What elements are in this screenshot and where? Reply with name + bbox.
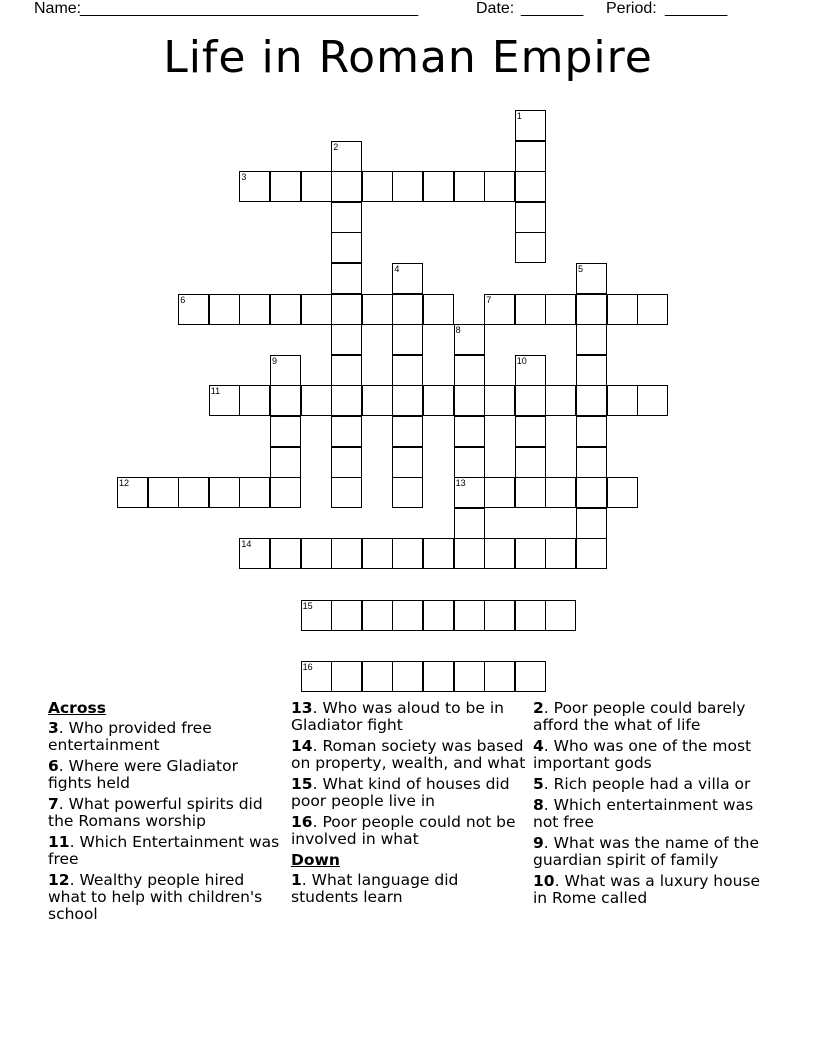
grid-cell[interactable] <box>209 477 240 508</box>
grid-cell[interactable] <box>454 171 485 202</box>
clue-number: 11 <box>210 386 221 397</box>
date-blank[interactable]: _______ <box>521 0 584 17</box>
grid-cell[interactable] <box>301 294 332 325</box>
grid-cell[interactable] <box>331 294 362 325</box>
grid-cell[interactable] <box>392 324 423 355</box>
grid-cell[interactable] <box>331 232 362 263</box>
grid-cell[interactable] <box>454 538 485 569</box>
clue-number: 2 <box>333 141 339 152</box>
grid-cell[interactable] <box>545 477 576 508</box>
grid-cell[interactable] <box>423 600 454 631</box>
grid-cell[interactable] <box>270 355 301 386</box>
grid-cell[interactable] <box>454 447 485 478</box>
clue-number: 14 <box>291 737 313 755</box>
grid-cell[interactable] <box>515 171 546 202</box>
grid-cell[interactable] <box>148 477 179 508</box>
grid-cell[interactable] <box>362 171 393 202</box>
grid-cell[interactable] <box>392 294 423 325</box>
clue-text: Poor people could not be involved in what <box>291 813 516 848</box>
grid-cell[interactable] <box>515 538 546 569</box>
grid-cell[interactable] <box>576 508 607 539</box>
clue-item: 3. Who provided free entertainment <box>48 719 212 754</box>
grid-cell[interactable] <box>607 294 638 325</box>
grid-cell[interactable] <box>484 294 515 325</box>
grid-cell[interactable] <box>423 294 454 325</box>
grid-cell[interactable] <box>484 477 515 508</box>
clue-text: Who was aloud to be in Gladiator fight <box>291 699 504 734</box>
name-blank[interactable]: ______________________________________ <box>80 0 419 17</box>
grid-cell[interactable] <box>331 202 362 233</box>
grid-cell[interactable] <box>423 171 454 202</box>
grid-cell[interactable] <box>301 538 332 569</box>
grid-cell[interactable] <box>607 385 638 416</box>
grid-cell[interactable] <box>392 385 423 416</box>
clue-item: 6. Where were Gladiator fights held <box>48 757 238 792</box>
clue-number: 7 <box>48 795 59 813</box>
clue-number: 15 <box>291 775 313 793</box>
grid-cell[interactable] <box>607 477 638 508</box>
grid-cell[interactable] <box>239 294 270 325</box>
clues-column-2 <box>291 700 526 910</box>
clue-number: 1 <box>516 111 522 121</box>
clue-item: 4. Who was one of the most important gods <box>533 737 752 772</box>
grid-cell[interactable] <box>392 600 423 631</box>
grid-cell[interactable] <box>392 263 423 294</box>
clue-text: Who provided free entertainment <box>48 719 212 754</box>
grid-cell[interactable] <box>576 294 607 325</box>
grid-cell[interactable] <box>270 385 301 416</box>
down-heading: Down <box>291 851 340 869</box>
grid-cell[interactable] <box>515 416 546 447</box>
period-label: Period: <box>606 0 662 17</box>
grid-cell[interactable] <box>331 171 362 202</box>
grid-cell[interactable] <box>392 661 423 692</box>
grid-cell[interactable] <box>423 385 454 416</box>
clue-number: 5 <box>578 264 584 274</box>
grid-cell[interactable] <box>576 324 607 355</box>
grid-cell[interactable] <box>209 385 240 416</box>
clue-text: Which Entertainment was free <box>48 833 280 868</box>
grid-cell[interactable] <box>209 294 240 325</box>
clue-number: 3 <box>241 172 247 183</box>
clue-number: 9 <box>272 355 278 366</box>
grid-cell[interactable] <box>637 385 668 416</box>
grid-cell[interactable] <box>331 538 362 569</box>
across-heading: Across <box>48 699 106 717</box>
clue-number: 7 <box>486 294 492 305</box>
grid-cell[interactable] <box>454 355 485 386</box>
clue-item: 1. What language did students learn <box>291 871 459 906</box>
grid-cell[interactable] <box>239 171 270 202</box>
grid-cell[interactable] <box>331 661 362 692</box>
grid-cell[interactable] <box>362 385 393 416</box>
grid-cell[interactable] <box>515 355 546 386</box>
clue-number: 8 <box>533 796 544 814</box>
clue-number: 15 <box>302 600 313 611</box>
grid-cell[interactable] <box>392 447 423 478</box>
clue-number: 4 <box>533 737 544 755</box>
grid-cell[interactable] <box>331 385 362 416</box>
clue-text: Who was one of the most important gods <box>533 737 752 772</box>
grid-cell[interactable] <box>178 294 209 325</box>
grid-cell[interactable] <box>576 538 607 569</box>
grid-cell[interactable] <box>515 477 546 508</box>
grid-cell[interactable] <box>270 171 301 202</box>
grid-cell[interactable] <box>392 171 423 202</box>
clue-item: 9. What was the name of the guardian spirit of family <box>533 834 760 869</box>
clue-item: 14. Roman society was based on property, wealth, and what <box>291 737 526 772</box>
clue-text: Which entertainment was not free <box>533 796 754 831</box>
clue-text: What was a luxury house in Rome called <box>533 872 761 907</box>
grid-cell[interactable] <box>545 600 576 631</box>
grid-cell[interactable] <box>362 538 393 569</box>
clue-text: Rich people had a villa or <box>553 775 751 793</box>
clue-number: 11 <box>48 833 70 851</box>
grid-cell[interactable] <box>301 171 332 202</box>
grid-cell[interactable] <box>362 294 393 325</box>
clue-item: 2. Poor people could barely afford the what of life <box>533 699 746 734</box>
grid-cell[interactable] <box>515 600 546 631</box>
clue-item: 7. What powerful spirits did the Romans worship <box>48 795 263 830</box>
clue-number: 6 <box>180 294 186 305</box>
grid-cell[interactable] <box>331 416 362 447</box>
period-blank[interactable]: _______ <box>665 0 728 17</box>
grid-cell[interactable] <box>545 385 576 416</box>
clue-number: 4 <box>394 264 400 274</box>
clue-number: 1 <box>291 871 302 889</box>
grid-cell[interactable] <box>545 294 576 325</box>
grid-cell[interactable] <box>484 385 515 416</box>
grid-cell[interactable] <box>454 600 485 631</box>
grid-cell[interactable] <box>515 294 546 325</box>
grid-cell[interactable] <box>484 171 515 202</box>
grid-cell[interactable] <box>484 661 515 692</box>
clue-text: Wealthy people hired what to help with children's school <box>48 871 263 923</box>
clue-text: Where were Gladiator fights held <box>48 757 238 792</box>
grid-cell[interactable] <box>545 538 576 569</box>
clue-number: 16 <box>302 661 313 672</box>
grid-cell[interactable] <box>239 477 270 508</box>
grid-cell[interactable] <box>331 141 362 172</box>
grid-cell[interactable] <box>178 477 209 508</box>
clue-item: 5. Rich people had a villa or <box>533 775 751 793</box>
grid-cell[interactable] <box>454 661 485 692</box>
clue-number: 10 <box>533 872 555 890</box>
clue-number: 2 <box>533 699 544 717</box>
grid-cell[interactable] <box>423 661 454 692</box>
grid-cell[interactable] <box>270 477 301 508</box>
grid-cell[interactable] <box>301 385 332 416</box>
grid-cell[interactable] <box>576 477 607 508</box>
clue-number: 14 <box>241 539 252 550</box>
clue-number: 8 <box>455 325 461 336</box>
grid-cell[interactable] <box>392 416 423 447</box>
page-title: Life in Roman Empire <box>163 32 653 83</box>
clue-item: 11. Which Entertainment was free <box>48 833 280 868</box>
clue-number: 16 <box>291 813 313 831</box>
name-label: Name: <box>34 0 86 17</box>
clue-number: 5 <box>533 775 544 793</box>
date-label: Date: <box>476 0 519 17</box>
grid-cell[interactable] <box>454 324 485 355</box>
grid-cell[interactable] <box>515 141 546 172</box>
grid-cell[interactable] <box>331 263 362 294</box>
clues-column-3 <box>533 700 768 911</box>
clue-item: 12. Wealthy people hired what to help with children's school <box>48 871 263 923</box>
grid-cell[interactable] <box>362 661 393 692</box>
grid-cell[interactable] <box>454 385 485 416</box>
clue-item: 16. Poor people could not be involved in what <box>291 813 516 848</box>
grid-cell[interactable] <box>270 416 301 447</box>
grid-cell[interactable] <box>117 477 148 508</box>
clue-item: 10. What was a luxury house in Rome called <box>533 872 761 907</box>
clue-number: 13 <box>455 478 466 489</box>
clue-item: 8. Which entertainment was not free <box>533 796 754 831</box>
grid-cell[interactable] <box>515 232 546 263</box>
clue-text: What powerful spirits did the Romans worship <box>48 795 263 830</box>
grid-cell[interactable] <box>515 661 546 692</box>
clue-number: 10 <box>516 355 527 366</box>
clue-number: 13 <box>291 699 313 717</box>
grid-cell[interactable] <box>484 538 515 569</box>
grid-cell[interactable] <box>331 324 362 355</box>
grid-cell[interactable] <box>576 447 607 478</box>
grid-cell[interactable] <box>454 508 485 539</box>
grid-cell[interactable] <box>392 538 423 569</box>
grid-cell[interactable] <box>515 447 546 478</box>
clues-column-1 <box>48 700 283 927</box>
grid-cell[interactable] <box>301 600 332 631</box>
grid-cell[interactable] <box>576 385 607 416</box>
grid-cell[interactable] <box>576 355 607 386</box>
clue-item: 15. What kind of houses did poor people live in <box>291 775 510 810</box>
grid-cell[interactable] <box>270 294 301 325</box>
grid-cell[interactable] <box>423 538 454 569</box>
grid-cell[interactable] <box>515 202 546 233</box>
grid-cell[interactable] <box>270 447 301 478</box>
grid-cell[interactable] <box>576 416 607 447</box>
clue-number: 9 <box>533 834 544 852</box>
clue-number: 12 <box>119 478 130 489</box>
grid-cell[interactable] <box>331 355 362 386</box>
grid-cell[interactable] <box>331 447 362 478</box>
grid-cell[interactable] <box>454 477 485 508</box>
clue-text: What kind of houses did poor people live in <box>291 775 510 810</box>
grid-cell[interactable] <box>454 416 485 447</box>
clue-text: What was the name of the guardian spirit of family <box>533 834 760 869</box>
grid-cell[interactable] <box>270 538 301 569</box>
grid-cell[interactable] <box>301 661 332 692</box>
grid-cell[interactable] <box>331 477 362 508</box>
grid-cell[interactable] <box>239 385 270 416</box>
grid-cell[interactable] <box>392 477 423 508</box>
clue-item: 13. Who was aloud to be in Gladiator fight <box>291 699 504 734</box>
grid-cell[interactable] <box>515 385 546 416</box>
grid-cell[interactable] <box>637 294 668 325</box>
clue-number: 12 <box>48 871 70 889</box>
grid-cell[interactable] <box>484 600 515 631</box>
grid-cell[interactable] <box>515 110 546 141</box>
clue-number: 6 <box>48 757 59 775</box>
grid-cell[interactable] <box>331 600 362 631</box>
grid-cell[interactable] <box>576 263 607 294</box>
clue-text: Poor people could barely afford the what of life <box>533 699 746 734</box>
clue-text: Roman society was based on property, wealth, and what <box>291 737 526 772</box>
grid-cell[interactable] <box>392 355 423 386</box>
clue-text: What language did students learn <box>291 871 459 906</box>
grid-cell[interactable] <box>362 600 393 631</box>
clue-number: 3 <box>48 719 59 737</box>
grid-cell[interactable] <box>239 538 270 569</box>
